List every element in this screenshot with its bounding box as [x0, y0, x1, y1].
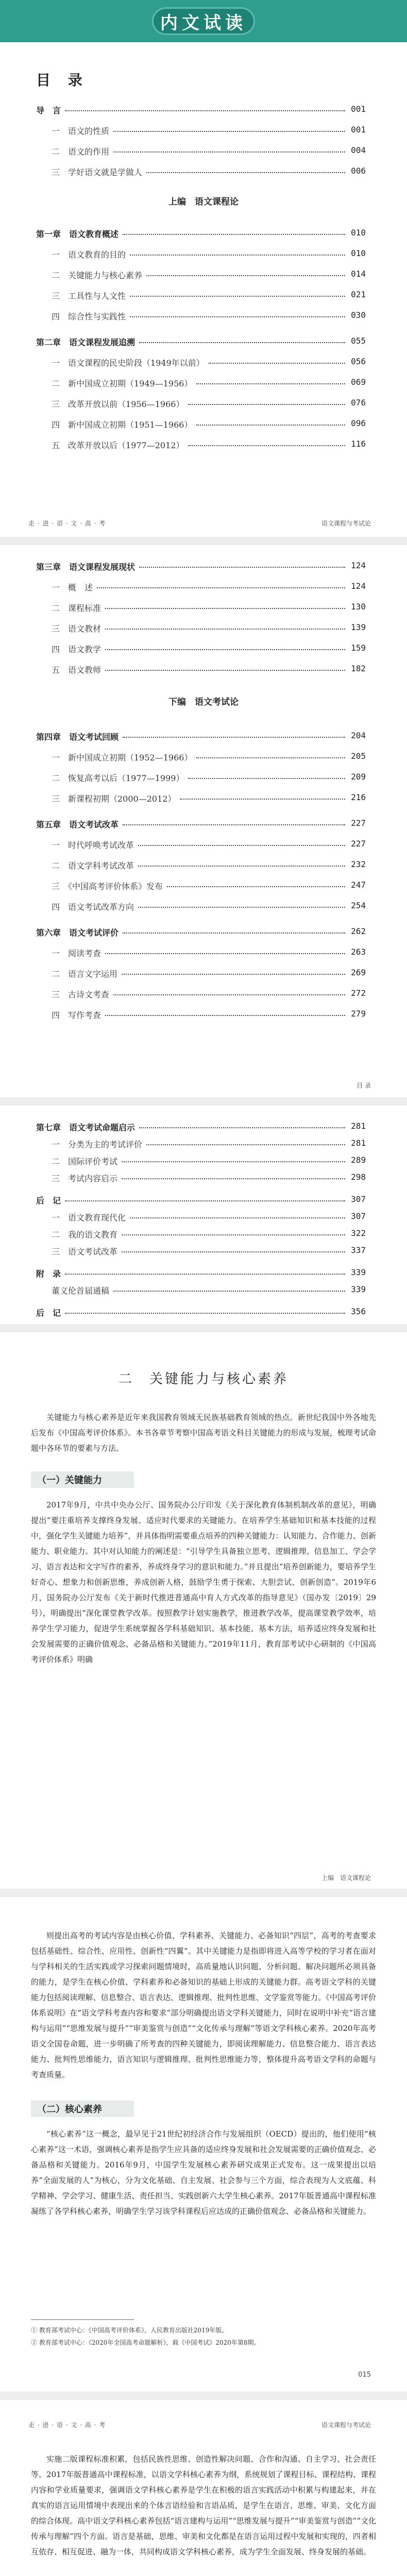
toc-page-2 [0, 545, 407, 1097]
toc-page-number: 339 [351, 1267, 366, 1277]
toc-page-number: 209 [351, 772, 366, 782]
toc-entry-label: 第二章 语文课程发展追溯 [36, 337, 135, 347]
toc-leader-dots [130, 296, 345, 297]
toc-page-number: 307 [351, 1194, 366, 1204]
page-header-left: 走 · 进 · 语 · 文 · 高 · 考 [28, 2421, 106, 2429]
toc-entry-label: 一 阅读考查 [52, 948, 101, 958]
toc-section-row[interactable] [0, 310, 407, 326]
toc-leader-dots [188, 404, 345, 405]
toc-chapter-row[interactable] [0, 561, 407, 576]
toc-leader-dots [139, 342, 345, 343]
toc-section-row[interactable] [0, 1245, 407, 1261]
toc-leader-dots [196, 383, 345, 384]
toc-leader-dots [138, 845, 345, 846]
toc-section-row[interactable] [0, 439, 407, 454]
toc-page-number: 281 [351, 1138, 366, 1148]
toc-chapter-row[interactable] [0, 336, 407, 351]
toc-leader-dots [196, 757, 345, 758]
toc-entry-label: 一 语文教育的目的 [52, 250, 126, 260]
toc-section-row[interactable] [0, 377, 407, 393]
intro-paragraph: 关键能力与核心素养是近年来我国教育领域无民族基础教育领域的热点。新世纪我国中外各地先后发布《中国高考评价体系》。本书各章节考察中国高考语文科目关键能力的形成与发展，梳理考试命题中各环节的要素与方法。 [31, 1413, 376, 1453]
toc-leader-dots [105, 1015, 345, 1016]
toc-leader-dots [138, 907, 345, 908]
toc-entry-label: 董义伦首届通稿 [52, 1286, 110, 1296]
toc-page-number: 307 [351, 1211, 366, 1221]
toc-section-row[interactable] [0, 1172, 407, 1188]
toc-chapter-row[interactable] [0, 1194, 407, 1210]
footnote: ② 教育部考试中心：《2020年全国高考命题解析》，载《中国考试》2020年第8期。 [31, 2339, 260, 2346]
toc-page-number: 298 [351, 1172, 366, 1182]
toc-page-number: 281 [351, 1121, 366, 1131]
toc-chapter-row[interactable] [0, 926, 407, 942]
toc-leader-dots [167, 886, 345, 887]
toc-page-number: 014 [351, 269, 366, 279]
toc-page-number: 055 [351, 336, 366, 346]
toc-entry-label: 二 课程标准 [52, 603, 101, 613]
toc-entry-label: 三 考试内容启示 [52, 1174, 118, 1183]
toc-section-row[interactable] [0, 248, 407, 264]
toc-leader-dots [105, 670, 345, 671]
toc-section-row[interactable] [0, 125, 407, 140]
toc-section-row[interactable] [0, 145, 407, 161]
toc-leader-dots [65, 1200, 345, 1201]
toc-page-number: 269 [351, 968, 366, 977]
toc-entry-label: 一 分类为主的考试评价 [52, 1140, 143, 1149]
toc-page-number: 232 [351, 859, 366, 869]
toc-leader-dots [130, 316, 345, 317]
toc-section-row[interactable] [0, 880, 407, 895]
toc-entry-label: 二 我的语文教育 [52, 1230, 118, 1240]
toc-page-number: 227 [351, 818, 366, 828]
toc-leader-dots [105, 649, 345, 650]
toc-section-row[interactable] [0, 751, 407, 767]
toc-page-number: 010 [351, 248, 366, 258]
body-paragraph: 2017年9月，中共中央办公厅、国务院办公厅印发《关于深化教育体制机制改革的意见》，明确提出“要注重培养支撑终身发展、适应时代要求的关键能力。在培养学生基础知识和基本技能的过程中，强化学生关键能力培养”，并具体指明需要重点培养的四种关键能力：认知能力、合作能力、创新能力、职业能力。其中对认知能力的阐述是：“引导学生具备独立思考、逻辑推理、信息加工、学会学习、语言表达和文字写作的素养，养成终身学习的意识和能力。”并且提出“培养创新能力，要培养学生好奇心、想象力和创新思维，养成创新人格，鼓励学生勇于探索、大胆尝试、创新创造”。2019年6月，国务院办公厅发布《关于新时代推进普通高中育人方式改革的指导意见》（国办发〔2019〕29号），明确提出“深化课堂教学改革。按照教学计划实施教学，推进教学改革，提高课堂教学效率，培养学生学习能力，促进学生系统掌握各学科基础知识、基本技能、基本方法，培养适应终身发展和社会发展需要的正确价值观念、必备品格和关键能力。”2019年11月，教育部考试中心研制的《中国高考评价体系》明确 [31, 1500, 376, 1664]
toc-section-row[interactable] [0, 1009, 407, 1024]
article-page-3 [0, 2400, 407, 2576]
toc-entry-label: 第四章 语文考试回顾 [36, 732, 119, 742]
toc-chapter-row[interactable] [0, 731, 407, 746]
toc-leader-dots [123, 234, 345, 235]
toc-leader-dots [113, 131, 345, 132]
toc-leader-dots [123, 737, 345, 738]
toc-entry-label: 五 语文教师 [52, 665, 101, 675]
toc-section-row[interactable] [0, 622, 407, 638]
toc-entry-label: 二 恢复高考以后（1977—1999） [52, 773, 184, 783]
toc-list-3 [0, 1106, 407, 1324]
toc-page-number: 182 [351, 664, 366, 673]
toc-section-row[interactable] [0, 947, 407, 962]
toc-page-number: 124 [351, 561, 366, 570]
toc-section-row[interactable] [0, 1138, 407, 1154]
toc-page-number: 279 [351, 1009, 366, 1019]
toc-entry-label: 二 关键能力与核心素养 [52, 270, 143, 280]
toc-leader-dots [122, 974, 345, 975]
toc-page-number: 056 [351, 357, 366, 366]
toc-entry-label: 四 语文教学 [52, 645, 101, 654]
toc-section-row[interactable] [0, 1155, 407, 1171]
toc-chapter-row[interactable] [0, 104, 407, 120]
toc-leader-dots [138, 866, 345, 867]
footnote: ① 教育部考试中心：《中国高考评价体系》，人民教育出版社2019年版。 [31, 2327, 228, 2334]
toc-section-row[interactable] [0, 664, 407, 679]
toc-leader-dots [65, 1313, 345, 1314]
toc-leader-dots [130, 1217, 345, 1218]
article-page-1 [0, 1332, 407, 1889]
page-separator [0, 537, 407, 545]
body-paragraph: 则提出高考的考试内容是由核心价值、学科素养、关键能力、必备知识“四层”，高考的考查要求包括基础性、综合性、应用性、创新性“四翼”。其中关键能力是指即将进入高等学校的学习者在面对与学科相关的生活实践或学习探索问题情境时，高质量地认识问题、分析问题、解决问题所必须具备的能力，是学生在核心价值、学科素养和必备知识的基础上形成的关键能力群。高考语文学科的关键能力包括阅读理解、信息整合、语言表达、逻辑推理、批判性思维、文学鉴赏等能力。《中国高考评价体系说明》在“语文学科考查内容和要求”部分明确提出语文学科关键能力，同时在说明中补充“语言建构与运用”“思维发展与提升”“审美鉴赏与创造”“文化传承与理解”等语文学科核心素养。2020年高考语文全国卷命题，进一步明确了所考查的四种关键能力，即阅读理解能力、信息整合能力、语言表达能力、批判性思维能力，语言知识与逻辑推理、批判性思维能力等，整体提升高考语文学科的命题与考查质量。 [31, 1931, 376, 2079]
toc-entry-label: 四 新中国成立初期（1951—1966） [52, 420, 193, 430]
toc-section-row[interactable] [0, 968, 407, 983]
toc-page-1 [0, 42, 407, 537]
toc-entry-label: 附 录 [36, 1269, 61, 1279]
toc-leader-dots [188, 445, 345, 446]
page-separator [0, 1889, 407, 1897]
toc-entry-label: 三 《中国高考评价体系》发布 [52, 882, 163, 891]
toc-entry-label: 二 语言文字运用 [52, 969, 118, 979]
toc-entry-label: 三 语文教材 [52, 624, 101, 634]
toc-page-number: 227 [351, 839, 366, 849]
toc-section-row[interactable] [0, 166, 407, 181]
toc-leader-dots [122, 1161, 345, 1162]
toc-page-number: 247 [351, 880, 366, 890]
toc-leader-dots [105, 629, 345, 630]
toc-page-number: 001 [351, 125, 366, 134]
page-header-right: 语文课程与考试论 [321, 2421, 371, 2429]
page-footer-right: 语文课程与考试论 [321, 520, 371, 527]
toc-leader-dots [196, 425, 345, 426]
toc-section-row[interactable] [0, 398, 407, 413]
toc-page-number: 139 [351, 622, 366, 632]
page-footer-left: 走 · 进 · 语 · 文 · 高 · 考 [28, 520, 106, 527]
toc-page-number: 004 [351, 145, 366, 155]
toc-leader-dots [123, 933, 345, 934]
toc-leader-dots [139, 1127, 345, 1128]
toc-entry-label: 第五章 语文考试改革 [36, 820, 119, 829]
toc-entry-label: 三 古诗文考查 [52, 990, 110, 999]
toc-entry-label: 二 新中国成立初期（1949—1956） [52, 379, 193, 388]
toc-leader-dots [130, 255, 345, 256]
toc-leader-dots [122, 1251, 345, 1252]
toc-page-number: 262 [351, 926, 366, 936]
toc-entry-label: 三 新课程初期（2000—2012） [52, 794, 176, 804]
toc-chapter-row[interactable] [0, 228, 407, 243]
toc-page-number: 289 [351, 1155, 366, 1165]
toc-page-number: 001 [351, 104, 366, 114]
toc-list-2 [0, 545, 407, 1097]
page-footer-right: 上编 语文课程论 [321, 1874, 371, 1882]
toc-section-row[interactable] [0, 357, 407, 372]
toc-entry-label: 一 概 述 [52, 583, 93, 592]
toc-leader-dots [113, 994, 345, 995]
subheading-core-literacy: （二）核心素养 [31, 2100, 134, 2117]
toc-chapter-row[interactable] [0, 818, 407, 834]
section-title: 二 关键能力与核心素养 [118, 1371, 289, 1387]
toc-page-number: 337 [351, 1245, 366, 1255]
toc-entry-label: 第一章 语文教育概述 [36, 229, 119, 239]
toc-entry-label: 导 言 [36, 106, 61, 115]
toc-entry-label: 一 语文教育现代化 [52, 1213, 126, 1223]
toc-section-row[interactable] [0, 839, 407, 854]
toc-leader-dots [122, 1234, 345, 1235]
toc-section-row[interactable] [0, 643, 407, 658]
toc-title: 目 录 [36, 72, 89, 89]
toc-page-number: 006 [351, 166, 366, 176]
toc-section-row[interactable] [0, 1211, 407, 1227]
subheading-key-abilities: （一）关键能力 [31, 1471, 134, 1488]
toc-leader-dots [105, 953, 345, 954]
toc-leader-dots [146, 275, 345, 276]
toc-entry-label: 三 工具性与人文性 [52, 291, 126, 301]
toc-page-number: 216 [351, 792, 366, 802]
toc-entry-label: 一 时代呼唤考试改革 [52, 840, 134, 850]
toc-entry-label: 二 国际评价考试 [52, 1157, 118, 1166]
toc-leader-dots [180, 799, 345, 800]
toc-page-number: 204 [351, 731, 366, 740]
body-paragraph: “核心素养”这一概念，最早见于21世纪初经济合作与发展组织（OECD）提出的，他们使用“核心素养”这一术语，强调核心素养是指学生应具备的适应终身发展和社会发展需要的正确价值观念、必备品格和关键能力。2016年9月，中国学生发展核心素养研究成果正式发布。这一成果提出以培养“全面发展的人”为核心，分为文化基础、自主发展、社会参与三个方面，综合表现为人文底蕴、科学精神、学会学习、健康生活、责任担当、实践创新六大学生核心素养。2017年版普通高中课程标准凝练了各学科核心素养，明确学生学习该学科课程后应达成的正确价值观念、必备品格和关键能力。 [31, 2129, 376, 2216]
toc-page-3 [0, 1106, 407, 1324]
toc-section-row[interactable] [0, 1228, 407, 1244]
toc-page-number: 124 [351, 581, 366, 591]
toc-entry-label: 四 语文考试改革方向 [52, 902, 134, 912]
toc-leader-dots [122, 1178, 345, 1179]
toc-section-row[interactable] [0, 988, 407, 1004]
toc-page-number: 021 [351, 290, 366, 299]
toc-entry-label: 后 记 [36, 1308, 61, 1318]
toc-entry-label: 后 记 [36, 1196, 61, 1206]
toc-section-row[interactable] [0, 901, 407, 916]
toc-entry-label: 第六章 语文考试评价 [36, 928, 119, 938]
toc-chapter-row[interactable] [0, 1267, 407, 1283]
toc-page-number: 263 [351, 947, 366, 957]
toc-section-row[interactable] [0, 1284, 407, 1300]
toc-entry-label: 四 写作考查 [52, 1010, 101, 1020]
toc-part-heading: 下编 语文考试论 [168, 697, 239, 707]
toc-entry-label: 第三章 语文课程发展现状 [36, 562, 135, 572]
toc-leader-dots [146, 172, 345, 173]
toc-entry-label: 二 语文学科考试改革 [52, 861, 134, 871]
toc-page-number: 339 [351, 1284, 366, 1294]
toc-leader-dots [113, 1291, 345, 1292]
toc-entry-label: 第七章 语文考试命题启示 [36, 1123, 135, 1132]
article-page-2 [0, 1897, 407, 2392]
toc-leader-dots [146, 1144, 345, 1145]
toc-section-row[interactable] [0, 290, 407, 305]
toc-page-number: 076 [351, 398, 366, 408]
toc-entry-label: 一 语文课程的民史阶段（1949年以前） [52, 358, 205, 368]
toc-leader-dots [123, 824, 345, 825]
toc-section-row[interactable] [0, 859, 407, 875]
toc-page-number: 069 [351, 377, 366, 387]
banner-pill [152, 7, 255, 35]
toc-entry-label: 四 综合性与实践性 [52, 312, 126, 321]
banner-title: 内文试读 [160, 12, 247, 33]
toc-page-number: 356 [351, 1307, 366, 1316]
toc-entry-label: 二 语文的作用 [52, 147, 110, 157]
toc-page-number: 010 [351, 228, 366, 238]
toc-entry-label: 三 改革开放以前（1956—1966） [52, 399, 184, 409]
toc-leader-dots [65, 110, 345, 111]
toc-leader-dots [113, 151, 345, 152]
toc-page-number: 272 [351, 988, 366, 998]
toc-page-number: 130 [351, 602, 366, 612]
toc-entry-label: 三 学好语文就是学做人 [52, 167, 143, 177]
toc-page-number: 116 [351, 439, 366, 449]
body-paragraph: 实施二版课程标准积累，包括民族性思维、创造性解决问题、合作和沟通、自主学习、社会责任等。2017年版普通高中课程标准，以语文学科核心素养为纲，系统规划了课程目标、课程结构、课程内容和学业质量要求，强调语文学科核心素养是学生在积极的语言实践活动中积累与构建起来，并在真实的语言运用情境中表现出来的个体言语经验和言语品质，是学生在语言、思维、审美、文化方面的综合体现。高中语文学科核心素养包括“语言建构与运用”“思维发展与提升”“审美鉴赏与创造”“文化传承与理解”四个方面。语言是基础，思维、审美和文化都是在语言运用过程中发展和实现的，四者相互依存、相互促进、融为一体，共同构成语文学科核心素养，成为学生全面发展、终身发展的基础。 [31, 2454, 376, 2556]
toc-section-row[interactable] [0, 418, 407, 434]
toc-leader-dots [97, 587, 345, 588]
toc-page-number: 030 [351, 310, 366, 320]
toc-page-number: 205 [351, 751, 366, 761]
footnote-divider [31, 2319, 134, 2320]
toc-list-1 [0, 42, 407, 537]
page-number: 015 [358, 2371, 371, 2379]
toc-page-number: 159 [351, 643, 366, 653]
toc-leader-dots [105, 608, 345, 609]
toc-page-number: 322 [351, 1228, 366, 1238]
toc-leader-dots [188, 778, 345, 779]
toc-section-row[interactable] [0, 269, 407, 284]
page-separator [0, 1324, 407, 1332]
toc-leader-dots [209, 363, 345, 364]
toc-chapter-row[interactable] [0, 1121, 407, 1137]
toc-leader-dots [65, 1274, 345, 1275]
toc-part-heading: 上编 语文课程论 [168, 197, 239, 207]
header-banner [0, 0, 407, 42]
toc-section-row[interactable] [0, 772, 407, 787]
toc-leader-dots [139, 567, 345, 568]
page-separator [0, 2392, 407, 2400]
toc-section-row[interactable] [0, 581, 407, 597]
toc-chapter-row[interactable] [0, 1307, 407, 1322]
toc-section-row[interactable] [0, 602, 407, 617]
toc-entry-label: 五 改革开放以后（1977—2012） [52, 440, 184, 450]
toc-entry-label: 一 新中国成立初期（1952—1966） [52, 753, 193, 762]
toc-page-number: 096 [351, 418, 366, 428]
toc-entry-label: 三 语文考试改革 [52, 1247, 118, 1257]
page-footer-right: 目 录 [357, 1082, 371, 1089]
toc-page-number: 254 [351, 901, 366, 910]
toc-section-row[interactable] [0, 792, 407, 808]
toc-entry-label: 一 语文的性质 [52, 126, 110, 136]
page-separator [0, 1097, 407, 1106]
